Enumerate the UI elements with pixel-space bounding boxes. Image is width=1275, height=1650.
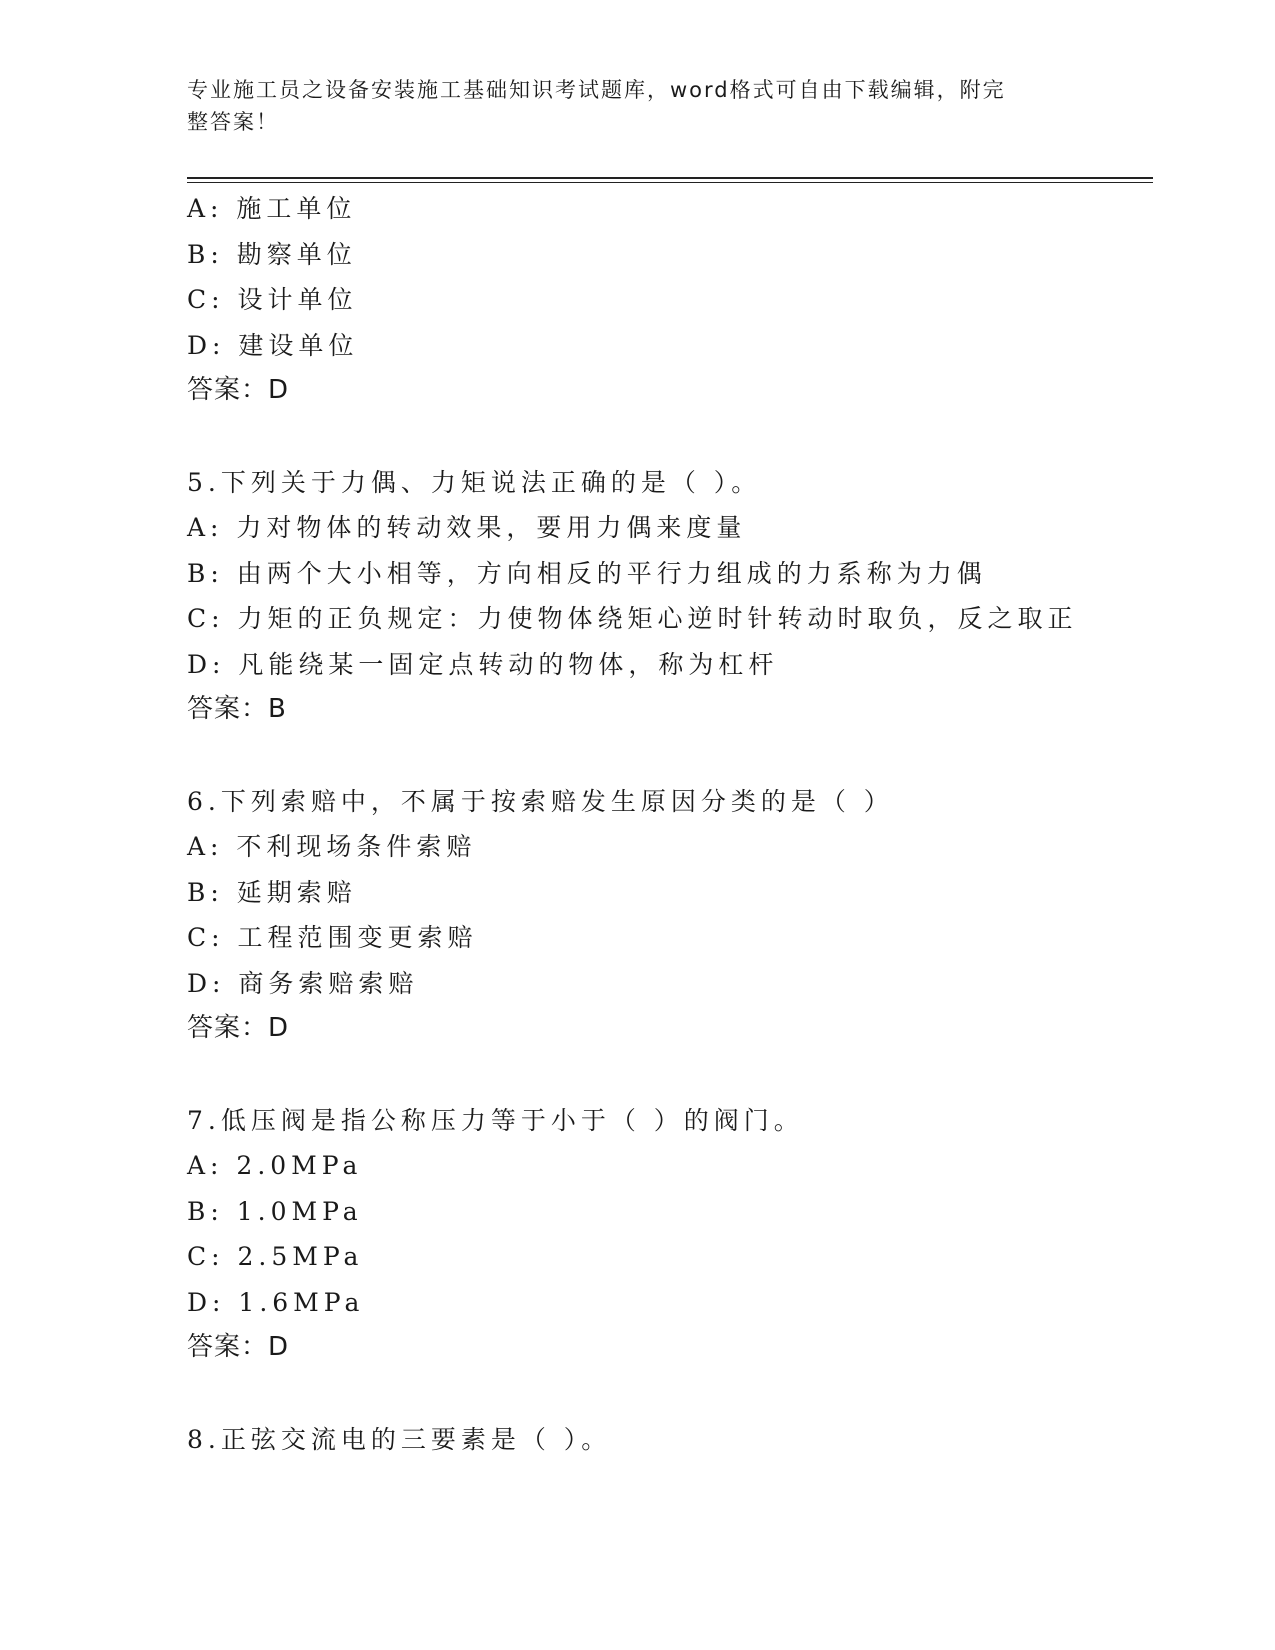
option-a: A: 不利现场条件索赔 [187,832,477,861]
question-block-6 [187,779,1087,1052]
question-block-5 [187,460,1087,733]
question-stem: 6.下列索赔中，不属于按索赔发生原因分类的是（ ） [187,786,894,816]
option-d: D: 1.6MPa [187,1287,365,1317]
option-c: C: 设计单位 [187,285,358,314]
option-a: A: 2.0MPa [187,1151,363,1180]
header-divider-thin [187,182,1153,183]
header-line-2: 整答案！ [187,110,279,134]
option-b: B: 由两个大小相等，方向相反的平行力组成的力系称为力偶 [187,558,987,588]
question-block-previous [187,186,1087,414]
option-b: B: 勘察单位 [187,239,357,269]
question-stem: 5.下列关于力偶、力矩说法正确的是（ ）。 [187,467,762,497]
option-c: C: 力矩的正负规定：力使物体绕矩心逆时针转动时取负，反之取正 [187,604,1078,633]
header-divider-thick [187,177,1153,179]
question-stem: 7.低压阀是指公称压力等于小于（ ）的阀门。 [187,1105,804,1135]
option-b: B: 延期索赔 [187,877,357,907]
question-block-7 [187,1098,1087,1371]
document-header [187,74,1067,138]
option-c: C: 2.5MPa [187,1242,364,1271]
option-d: D: 凡能绕某一固定点转动的物体，称为杠杆 [187,649,779,679]
option-c: C: 工程范围变更索赔 [187,923,478,952]
header-line-1: 专业施工员之设备安装施工基础知识考试题库，word格式可自由下载编辑，附完 [187,78,1006,102]
question-list [187,186,1087,1462]
question-block-8 [187,1417,1087,1463]
option-a: A: 力对物体的转动效果，要用力偶来度量 [187,513,747,542]
option-a: A: 施工单位 [187,194,357,223]
answer-line: 答案：D [187,375,290,405]
answer-line: 答案：D [187,1332,290,1362]
option-b: B: 1.0MPa [187,1196,363,1226]
answer-line: 答案：D [187,1013,290,1043]
option-d: D: 建设单位 [187,330,359,360]
option-d: D: 商务索赔索赔 [187,968,419,998]
answer-line: 答案：B [187,694,287,724]
question-stem: 8.正弦交流电的三要素是（ ）。 [187,1424,612,1454]
